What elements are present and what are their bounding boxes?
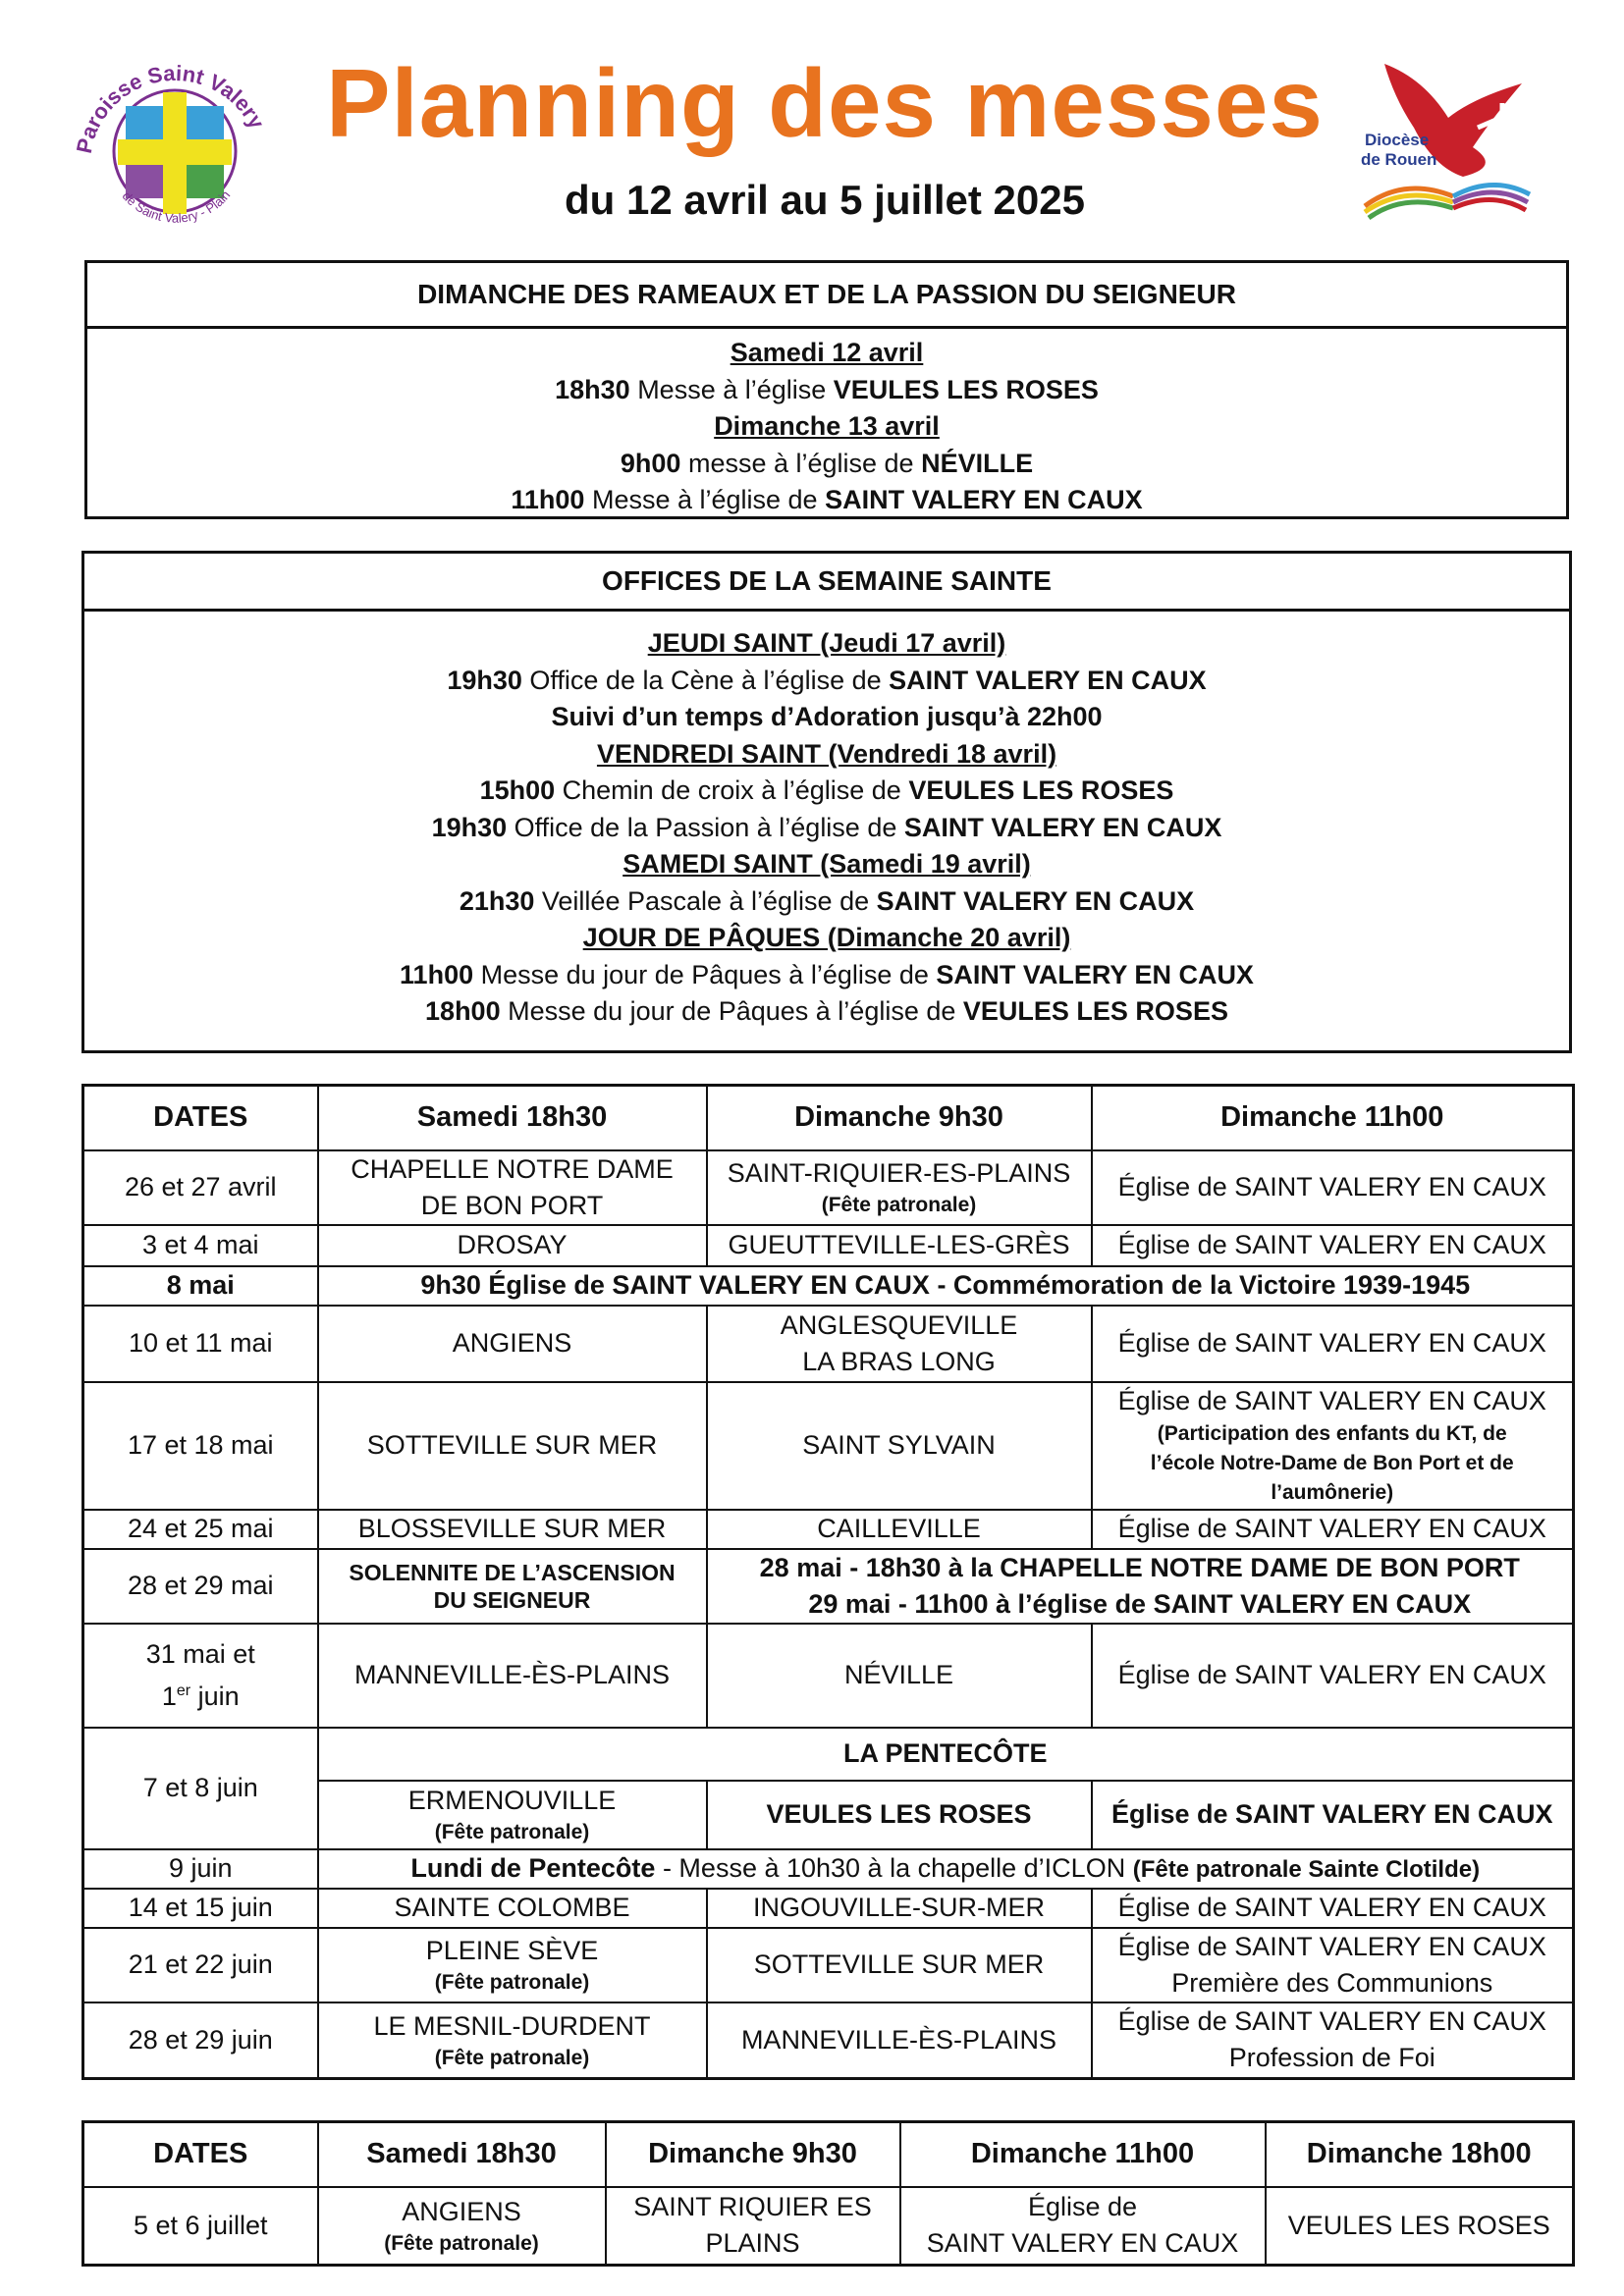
table-header-row: DATES Samedi 18h30 Dimanche 9h30 Dimanche 11h00 Dimanche 18h00 bbox=[83, 2122, 1574, 2187]
rameaux-day1: Samedi 12 avril bbox=[730, 338, 924, 367]
table-row: ERMENOUVILLE (Fête patronale) VEULES LES ROSES Église de SAINT VALERY EN CAUX bbox=[83, 1781, 1574, 1849]
page-subtitle: du 12 avril au 5 juillet 2025 bbox=[565, 177, 1085, 223]
schedule-table-july bbox=[81, 2120, 1575, 2267]
semaine-body: JEUDI SAINT (Jeudi 17 avril) 19h30 Office de la Cène à l’église de SAINT VALERY EN CAUX Suivi d’un temps d’Adoration jusqu’à 22h00 VENDREDI SAINT (Vendredi 18 avril) 15h00 Chemin de croix à l’église de VEULES LES ROSES 19h30 Office de la Passion à l’église de SAINT VALERY EN CAUX SAMEDI SAINT (Samedi 19 avril) 21h30 Veillée Pascale à l’église de SAINT VALERY EN CAUX JOUR DE PÂQUES (Dimanche 20 avril) 11h00 Messe du jour de Pâques à l’église de SAINT VALERY EN CAUX 18h00 Messe du jour de Pâques à l’église de VEULES LES ROSES bbox=[400, 628, 1254, 1026]
table-row: 21 et 22 juin PLEINE SÈVE (Fête patronale) SOTTEVILLE SUR MER Église de SAINT VALERY EN CAUX Première des Communions bbox=[83, 1928, 1574, 2002]
svg-text:Paroisse Saint Valery: Paroisse Saint Valery bbox=[71, 60, 270, 156]
table-header-row: DATES Samedi 18h30 Dimanche 9h30 Dimanche 11h00 bbox=[83, 1086, 1574, 1150]
table-row: 7 et 8 juin LA PENTECÔTE bbox=[83, 1728, 1574, 1781]
table-row: 17 et 18 mai SOTTEVILLE SUR MER SAINT SYLVAIN Église de SAINT VALERY EN CAUX (Participation des enfants du KT, de l’école Notre-Dame de Bon Port et de l’aumônerie) bbox=[83, 1382, 1574, 1510]
semaine-heading: OFFICES DE LA SEMAINE SAINTE bbox=[84, 554, 1569, 612]
table-row: 10 et 11 mai ANGIENS ANGLESQUEVILLE LA BRAS LONG Église de SAINT VALERY EN CAUX bbox=[83, 1306, 1574, 1382]
rameaux-heading: DIMANCHE DES RAMEAUX ET DE LA PASSION DU SEIGNEUR bbox=[87, 263, 1566, 329]
semaine-sainte-box bbox=[81, 551, 1572, 1053]
table-row: 26 et 27 avril CHAPELLE NOTRE DAME DE BON PORT SAINT-RIQUIER-ES-PLAINS (Fête patronale) Église de SAINT VALERY EN CAUX bbox=[83, 1150, 1574, 1225]
table-row: 3 et 4 mai DROSAY GUEUTTEVILLE-LES-GRÈS Église de SAINT VALERY EN CAUX bbox=[83, 1225, 1574, 1266]
page-title: Planning des messes bbox=[326, 49, 1324, 157]
table-row: 14 et 15 juin SAINTE COLOMBE INGOUVILLE-SUR-MER Église de SAINT VALERY EN CAUX bbox=[83, 1889, 1574, 1928]
table-row: 24 et 25 mai BLOSSEVILLE SUR MER CAILLEVILLE Église de SAINT VALERY EN CAUX bbox=[83, 1510, 1574, 1549]
parish-logo bbox=[61, 49, 289, 245]
rameaux-body: Samedi 12 avril 18h30 Messe à l’église VEULES LES ROSES Dimanche 13 avril 9h00 messe à l’église de NÉVILLE 11h00 Messe à l’église de SAINT VALERY EN CAUX bbox=[511, 338, 1143, 514]
svg-text:de Saint Valery - Plains et Gr: de Saint Valery - Plain bbox=[119, 187, 234, 226]
table-row: 9 juin Lundi de Pentecôte - Messe à 10h30 à la chapelle d’ICLON (Fête patronale Sainte Clotilde) bbox=[83, 1849, 1574, 1889]
table-row: 28 et 29 juin LE MESNIL-DURDENT (Fête patronale) MANNEVILLE-ÈS-PLAINS Église de SAINT VALERY EN CAUX Profession de Foi bbox=[83, 2002, 1574, 2079]
table-row: 31 mai et 1er juin MANNEVILLE-ÈS-PLAINS NÉVILLE Église de SAINT VALERY EN CAUX bbox=[83, 1624, 1574, 1728]
rameaux-day2: Dimanche 13 avril bbox=[714, 411, 940, 441]
schedule-table bbox=[81, 1084, 1575, 2080]
svg-text:Diocèse: Diocèse bbox=[1365, 131, 1430, 149]
rameaux-box bbox=[84, 260, 1569, 519]
svg-text:de Rouen: de Rouen bbox=[1361, 150, 1437, 169]
table-row: 8 mai 9h30 Église de SAINT VALERY EN CAUX - Commémoration de la Victoire 1939-1945 bbox=[83, 1266, 1574, 1306]
table-row: 5 et 6 juillet ANGIENS (Fête patronale) SAINT RIQUIER ES PLAINS Église de SAINT VALERY EN CAUX VEULES LES ROSES bbox=[83, 2187, 1574, 2266]
table-row: 28 et 29 mai SOLENNITE DE L’ASCENSION DU SEIGNEUR 28 mai - 18h30 à la CHAPELLE NOTRE DAME DE BON PORT 29 mai - 11h00 à l’église de SAINT VALERY EN CAUX bbox=[83, 1549, 1574, 1624]
diocese-logo bbox=[1355, 59, 1542, 221]
